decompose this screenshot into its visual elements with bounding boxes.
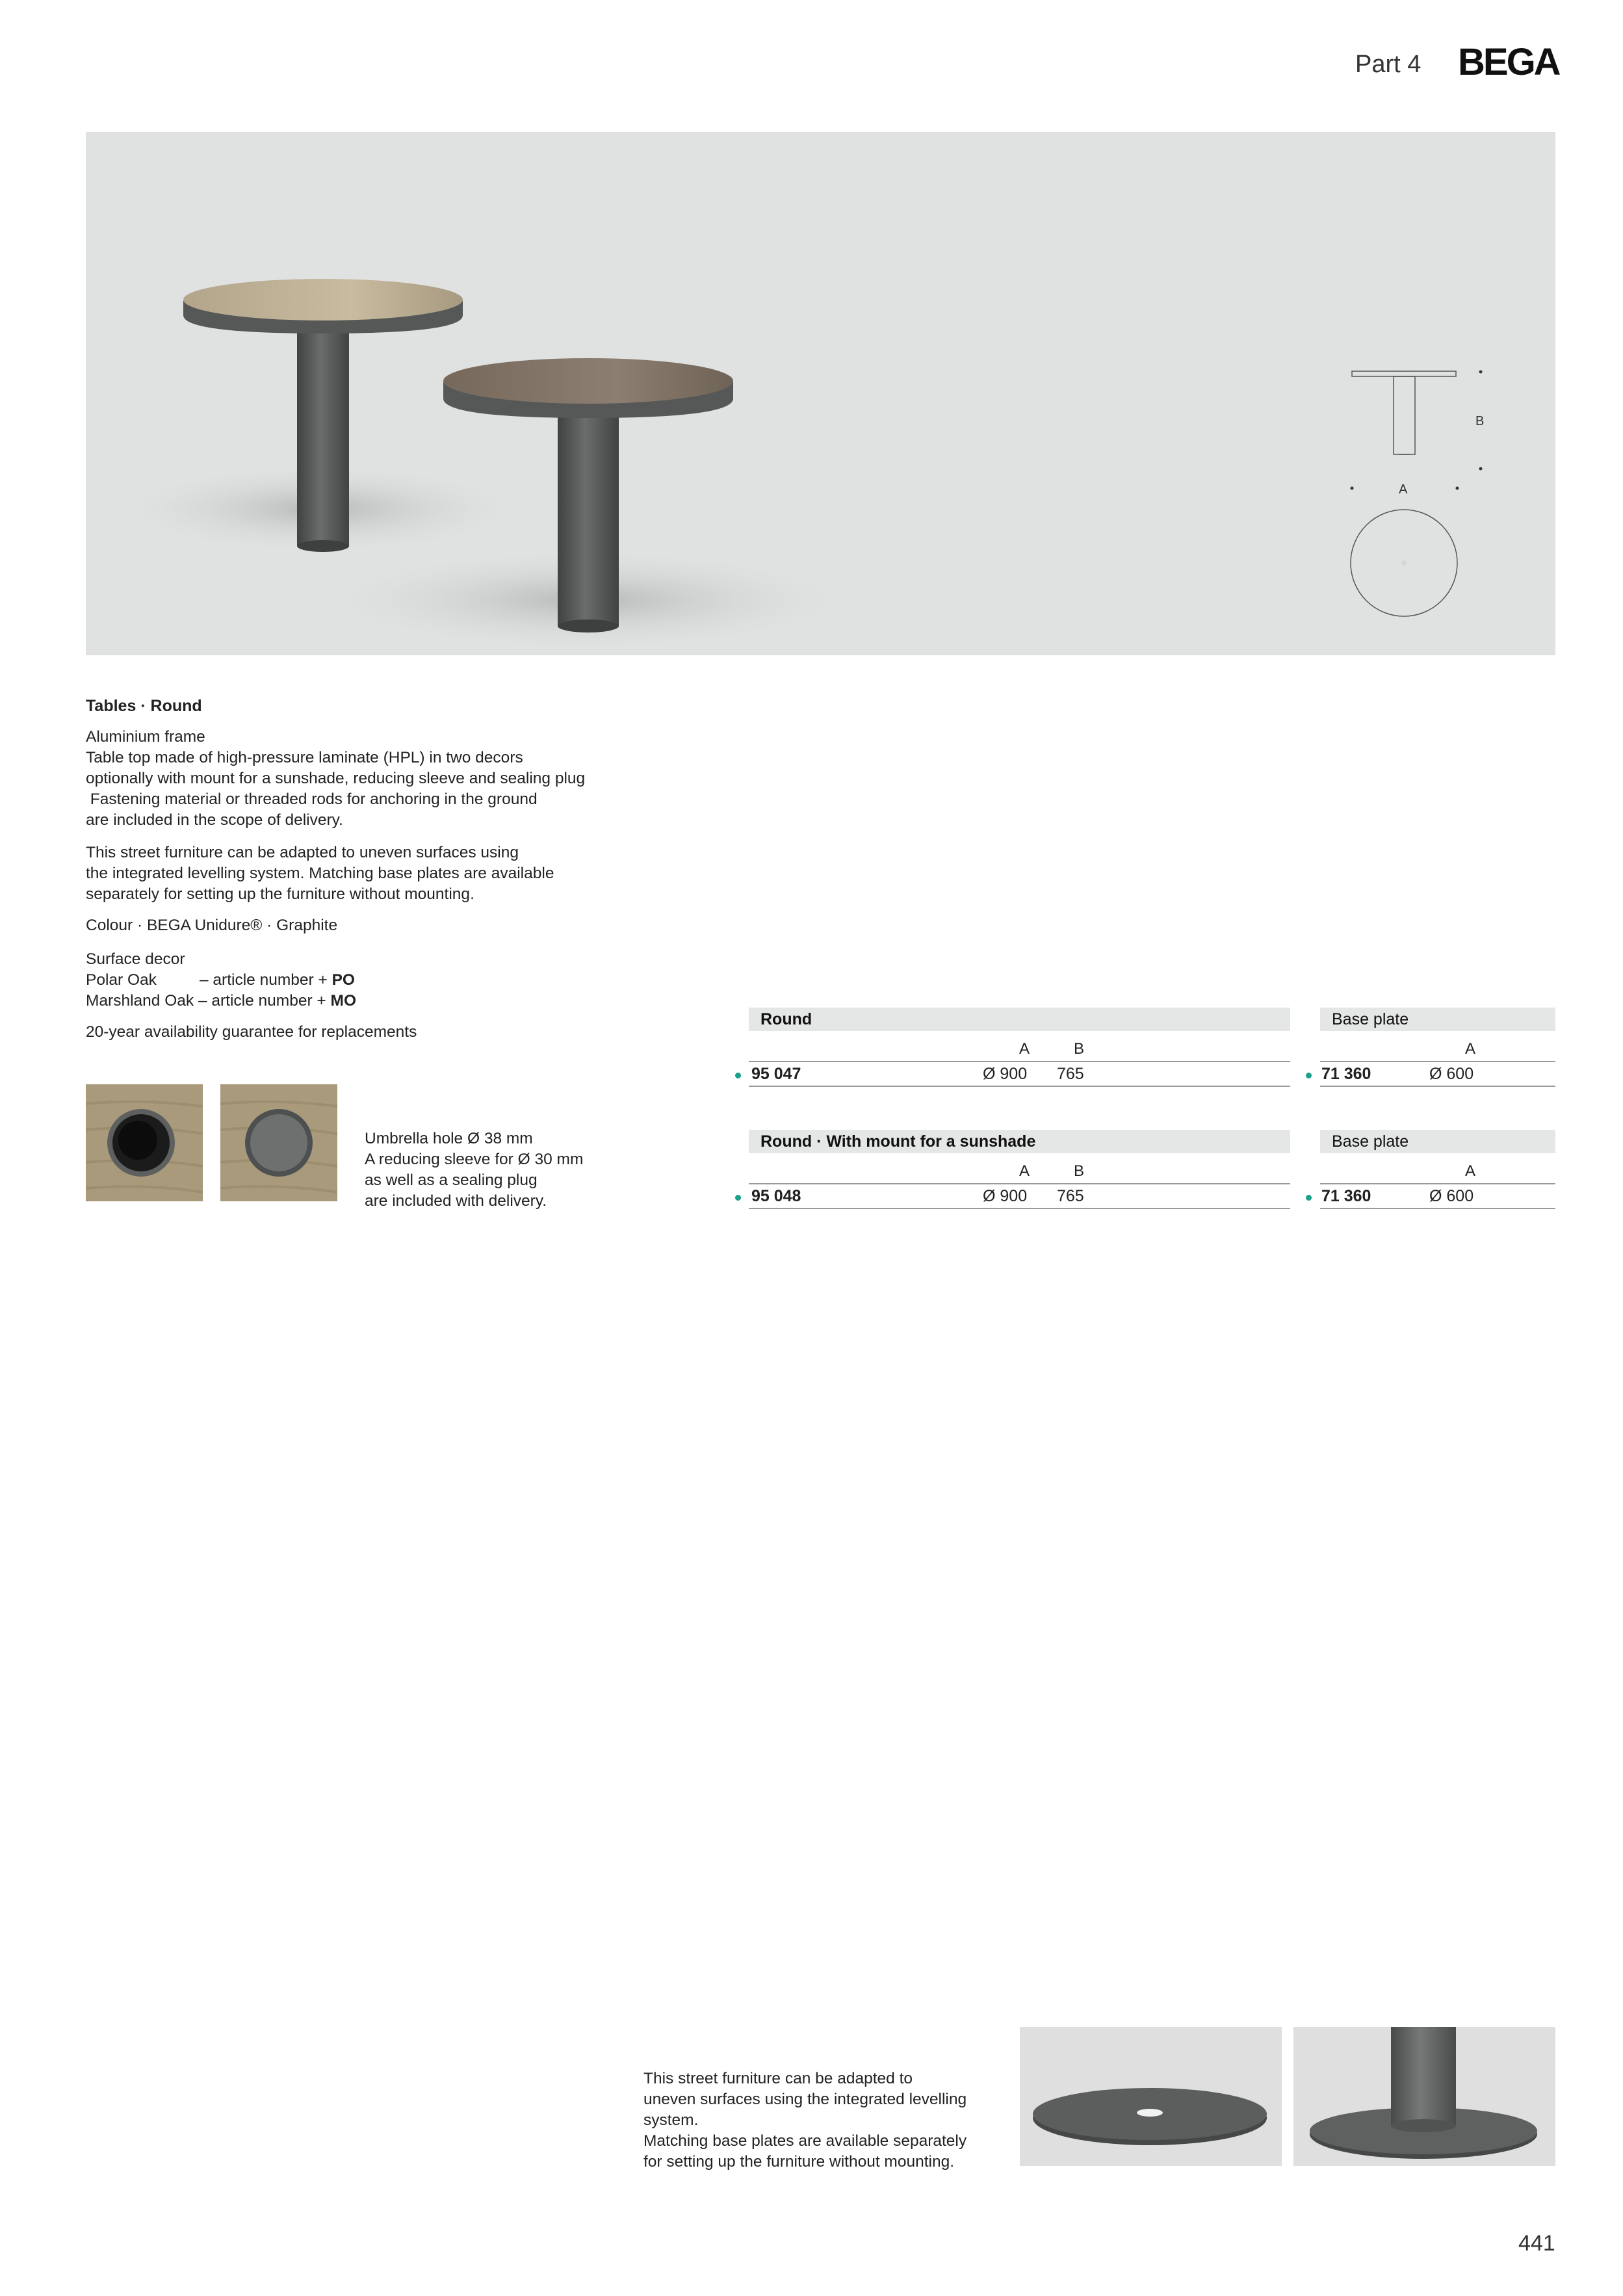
decor-row: [86, 970, 671, 991]
table-rule: [749, 1086, 1290, 1087]
umbrella-hole-open-image: [86, 1084, 203, 1201]
umbrella-line: A reducing sleeve for Ø 30 mm: [365, 1151, 584, 1168]
dimension-b: 765: [1057, 1187, 1084, 1205]
decor-suffix: – article number +: [200, 971, 328, 989]
page-number: 441: [1518, 2231, 1555, 2256]
availability-dot-icon: [735, 1195, 741, 1201]
diagram-label-b: B: [1475, 414, 1485, 428]
dimension-b: 765: [1057, 1065, 1084, 1083]
article-number: 95 048: [751, 1187, 801, 1205]
product-description: [86, 727, 671, 831]
diagram-label-a: A: [1399, 482, 1408, 497]
decor-row: [86, 991, 671, 1011]
article-number: 95 047: [751, 1065, 801, 1083]
brand-logo: BEGA: [1458, 41, 1559, 83]
product-title: Tables · Round: [86, 697, 202, 715]
levelling-line: This street furniture can be adapted to uneven surfaces using: [86, 844, 519, 861]
base-plate-heading: Base plate: [1320, 1130, 1555, 1153]
decor-name: Marshland Oak: [86, 992, 194, 1010]
table-rule: [1320, 1061, 1555, 1062]
decor-name: Polar Oak: [86, 971, 157, 989]
base-plate-image: [1020, 2027, 1282, 2166]
umbrella-note: [365, 1128, 638, 1212]
table-round-heading: Round: [749, 1008, 1290, 1031]
note-line: Matching base plates are available separately: [643, 2132, 967, 2150]
table-rule: [1320, 1208, 1555, 1209]
umbrella-line: as well as a sealing plug: [365, 1171, 538, 1189]
description-line: Fastening material or threaded rods for anchoring in the ground: [86, 790, 538, 808]
note-line: uneven surfaces using the integrated levelling: [643, 2091, 967, 2108]
base-dimension-a: Ø 600: [1429, 1065, 1474, 1083]
table-rule: [749, 1208, 1290, 1209]
table-rule: [1320, 1183, 1555, 1184]
table-rule: [749, 1061, 1290, 1062]
umbrella-line: are included with delivery.: [365, 1192, 547, 1210]
levelling-description: [86, 842, 671, 905]
base-column-a-header: A: [1465, 1040, 1476, 1058]
decor-code: PO: [331, 971, 355, 989]
surface-decor: [86, 949, 671, 1011]
description-line: optionally with mount for a sunshade, reducing sleeve and sealing plug: [86, 770, 586, 787]
availability-dot-icon: [735, 1073, 741, 1078]
note-line: for setting up the furniture without mounting.: [643, 2153, 955, 2171]
column-a-header: A: [1019, 1162, 1030, 1180]
colour-info: Colour · BEGA Unidure® · Graphite: [86, 917, 338, 934]
column-b-header: B: [1074, 1162, 1085, 1180]
dimension-a: Ø 900: [983, 1187, 1028, 1205]
dimension-a: Ø 900: [983, 1065, 1028, 1083]
description-line: Table top made of high-pressure laminate (HPL) in two decors: [86, 749, 523, 766]
surface-decor-label: Surface decor: [86, 950, 185, 968]
note-line: system.: [643, 2111, 699, 2129]
description-line: are included in the scope of delivery.: [86, 811, 343, 829]
note-line: This street furniture can be adapted to: [643, 2070, 913, 2087]
table-rule: [749, 1183, 1290, 1184]
base-article-number: 71 360: [1321, 1065, 1371, 1083]
base-article-number: 71 360: [1321, 1187, 1371, 1205]
availability-note: 20-year availability guarantee for replacements: [86, 1023, 417, 1041]
column-b-header: B: [1074, 1040, 1085, 1058]
levelling-line: the integrated levelling system. Matching base plates are available: [86, 865, 554, 882]
part-label: Part 4: [1355, 51, 1422, 78]
tables-render: [86, 132, 1555, 655]
hero-product-image: [86, 132, 1555, 655]
description-line: Aluminium frame: [86, 728, 205, 746]
availability-dot-icon: [1306, 1073, 1312, 1078]
table-sunshade-heading: Round · With mount for a sunshade: [749, 1130, 1290, 1153]
decor-suffix: – article number +: [198, 992, 326, 1010]
base-plate-heading: Base plate: [1320, 1008, 1555, 1031]
decor-code: MO: [330, 992, 357, 1010]
base-plate-mounted-image: [1293, 2027, 1555, 2166]
base-dimension-a: Ø 600: [1429, 1187, 1474, 1205]
base-plate-note: [643, 2068, 1007, 2172]
column-a-header: A: [1019, 1040, 1030, 1058]
base-column-a-header: A: [1465, 1162, 1476, 1180]
availability-dot-icon: [1306, 1195, 1312, 1201]
umbrella-line: Umbrella hole Ø 38 mm: [365, 1130, 533, 1147]
umbrella-hole-plug-image: [220, 1084, 337, 1201]
table-rule: [1320, 1086, 1555, 1087]
levelling-line: separately for setting up the furniture without mounting.: [86, 885, 474, 903]
